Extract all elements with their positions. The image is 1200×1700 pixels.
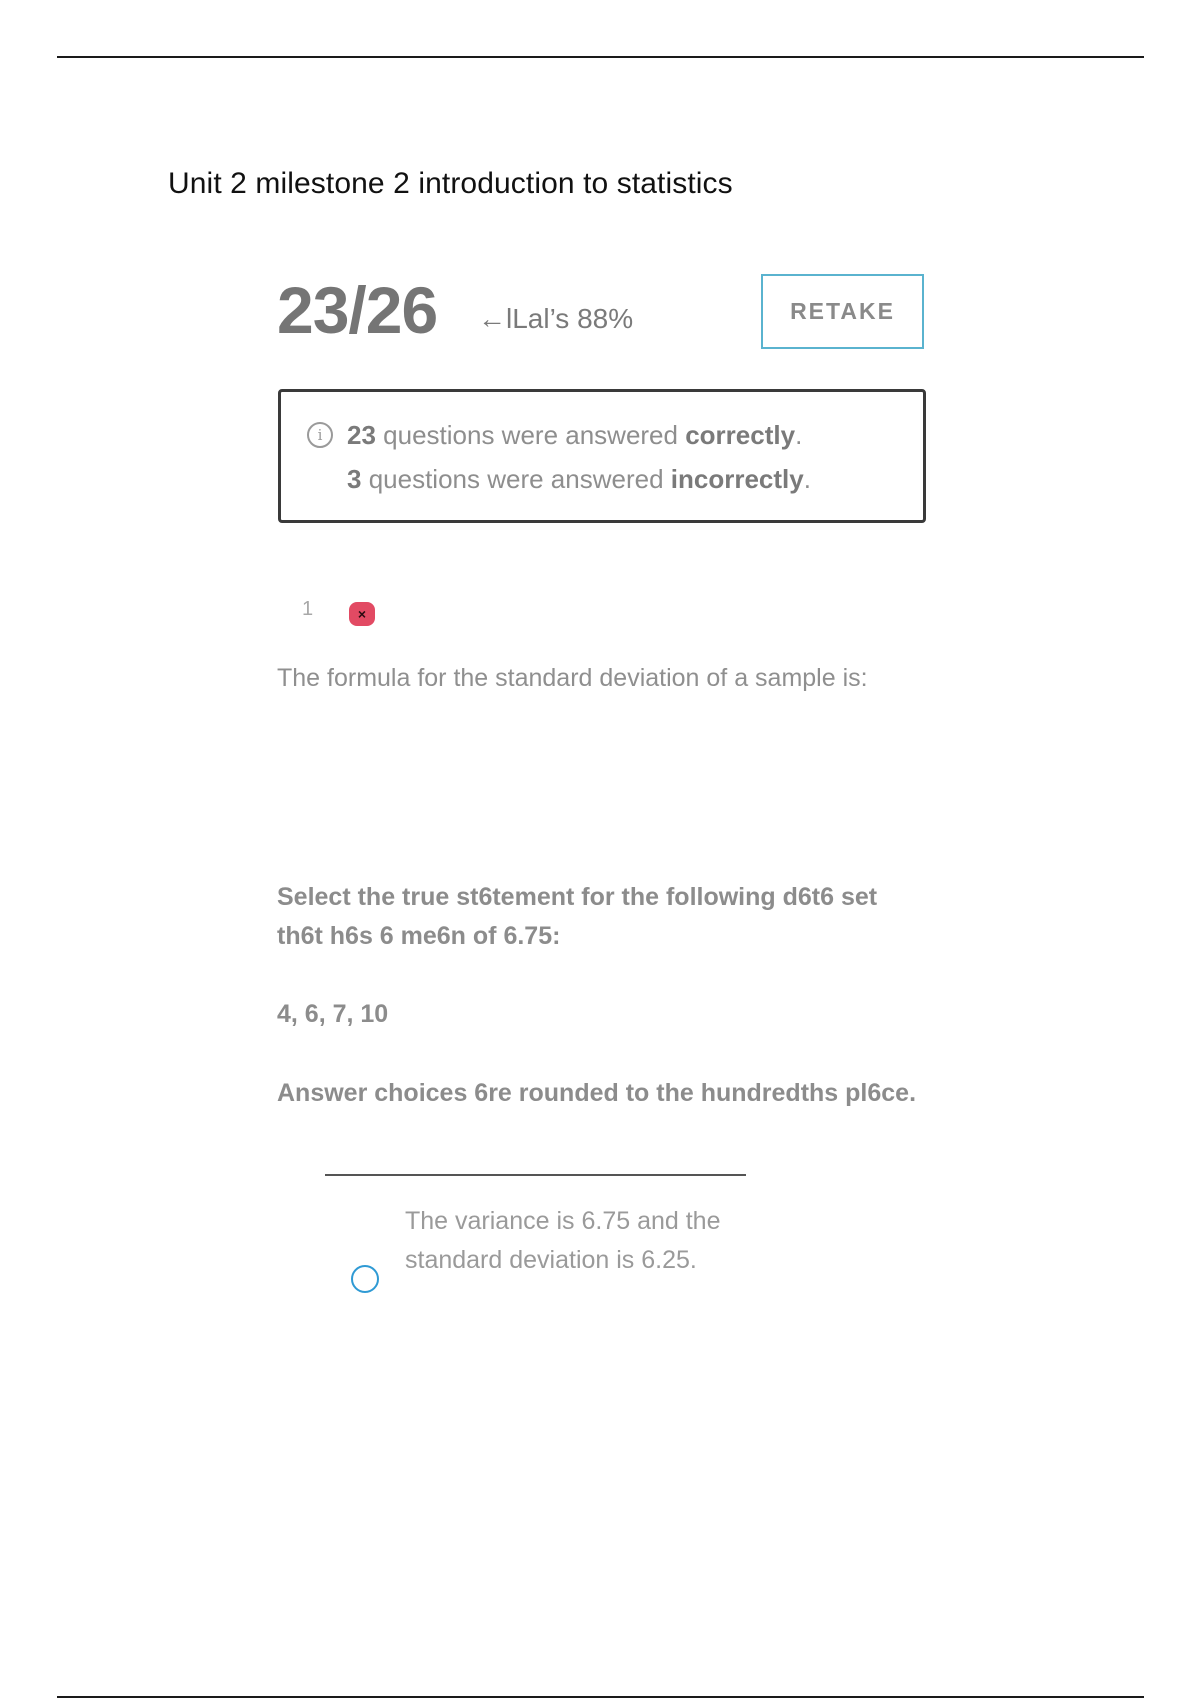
percent-label: ←lLal’s 88% [478,303,634,334]
correct-count: 23 [347,420,376,450]
incorrect-text: questions were answered [361,464,671,494]
incorrect-summary-line [347,464,811,495]
question-statement: Select the true st6tement for the following d6t6 set th6t h6s 6 me6n of 6.75: [277,883,878,950]
top-rule [57,56,1144,58]
correct-word: correctly [685,420,796,450]
answer-divider [325,1174,746,1176]
question-number: 1 [302,598,314,620]
results-summary [278,389,926,523]
period: . [795,420,803,450]
info-icon: i [307,422,333,448]
correct-text: questions were answered [375,420,686,450]
data-set: 4, 6, 7, 10 [277,1000,389,1028]
incorrect-word: incorrectly [670,464,804,494]
close-icon: × [349,602,375,626]
score: 23/26 [277,273,438,347]
retake-button[interactable]: RETAKE [761,274,924,349]
bottom-rule [57,1696,1144,1698]
correct-summary-line [347,420,802,451]
rounding-note: Answer choices 6re rounded to the hundredths pl6ce. [277,1079,917,1107]
incorrect-count: 3 [347,464,362,494]
page-title: Unit 2 milestone 2 introduction to statistics [168,167,733,200]
answer-radio[interactable] [351,1265,379,1293]
question-prompt: The formula for the standard deviation of a sample is: [277,664,868,692]
period: . [803,464,811,494]
answer-choice-text: The variance is 6.75 and the standard deviation is 6.25. [405,1207,721,1274]
